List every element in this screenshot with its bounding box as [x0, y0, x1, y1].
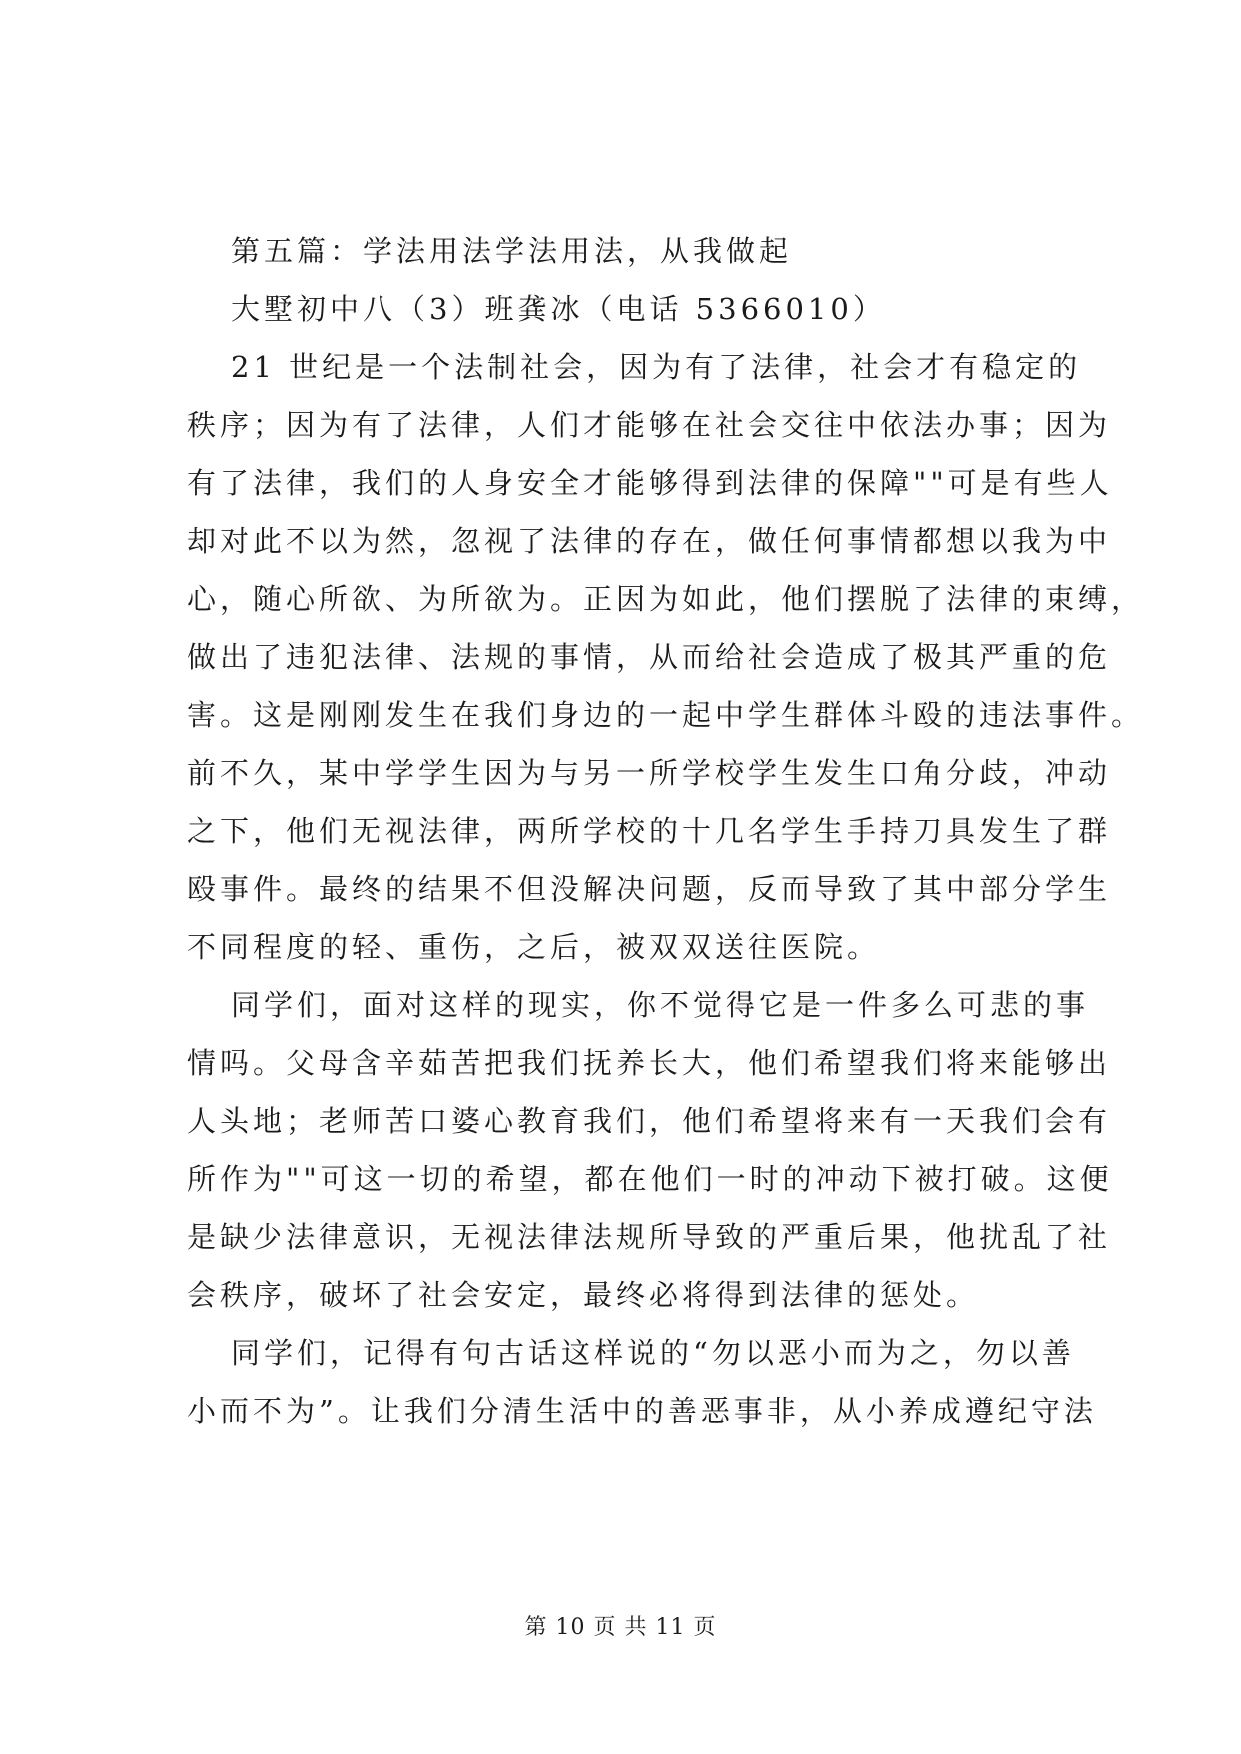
paragraph-line: 是缺少法律意识，无视法律法规所导致的严重后果，他扰乱了社 [187, 1220, 1112, 1254]
paragraph-line: 前不久，某中学学生因为与另一所学校学生发生口角分歧，冲动 [187, 756, 1112, 790]
paragraph-line: 小而不为”。让我们分清生活中的善恶事非，从小养成遵纪守法 [187, 1394, 1097, 1428]
paragraph-line: 所作为""可这一切的希望，都在他们一时的冲动下被打破。这便 [187, 1162, 1113, 1196]
paragraph-line: 却对此不以为然，忽视了法律的存在，做任何事情都想以我为中 [187, 524, 1112, 558]
paragraph-line: 人头地；老师苦口婆心教育我们，他们希望将来有一天我们会有 [187, 1104, 1112, 1138]
paragraph-line: 秩序；因为有了法律，人们才能够在社会交往中依法办事；因为 [187, 408, 1112, 442]
document-body [187, 222, 1145, 1440]
paragraph-line: 害。这是刚刚发生在我们身边的一起中学生群体斗殴的违法事件。 [187, 698, 1145, 732]
paragraph [187, 976, 1113, 1324]
paragraph [187, 338, 1145, 976]
paragraph-line: 之下，他们无视法律，两所学校的十几名学生手持刀具发生了群 [187, 814, 1112, 848]
paragraph-line: 会秩序，破坏了社会安定，最终必将得到法律的惩处。 [187, 1278, 980, 1312]
page-footer: 第 10 页 共 11 页 [524, 1615, 717, 1640]
paragraph-line: 做出了违犯法律、法规的事情，从而给社会造成了极其严重的危 [187, 640, 1112, 674]
paragraph-line: 21 世纪是一个法制社会，因为有了法律，社会才有稳定的 [231, 350, 1082, 384]
paragraph-line: 有了法律，我们的人身安全才能够得到法律的保障""可是有些人 [187, 466, 1113, 500]
paragraph-line: 不同程度的轻、重伤，之后，被双双送往医院。 [187, 930, 881, 964]
paragraph-line: 情吗。父母含辛茹苦把我们抚养长大，他们希望我们将来能够出 [187, 1046, 1112, 1080]
paragraph-line: 殴事件。最终的结果不但没解决问题，反而导致了其中部分学生 [187, 872, 1112, 906]
paragraph-line: 同学们，记得有句古话这样说的“勿以恶小而为之，勿以善 [231, 1336, 1075, 1370]
document-title: 第五篇：学法用法学法用法，从我做起 [231, 234, 793, 268]
paragraph [187, 1324, 1097, 1440]
paragraph-line: 同学们，面对这样的现实，你不觉得它是一件多么可悲的事 [231, 988, 1090, 1022]
author-line: 大墅初中八（3）班龚冰（电话 5366010） [231, 292, 886, 326]
paragraph-line: 心，随心所欲、为所欲为。正因为如此，他们摆脱了法律的束缚， [187, 582, 1145, 616]
